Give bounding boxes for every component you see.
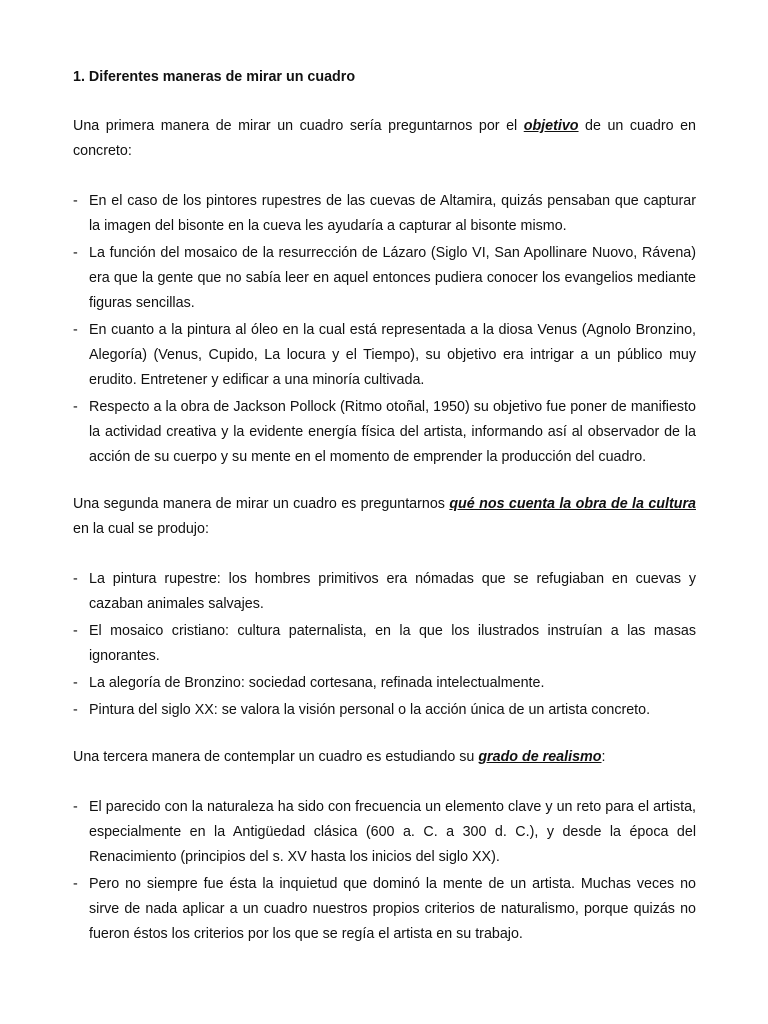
list-item (73, 189, 696, 239)
section2-intro-after: en la cual se produjo: (73, 521, 209, 537)
list-item (73, 567, 696, 617)
list-item (73, 619, 696, 669)
section1-list (73, 189, 696, 470)
list-item-text: En el caso de los pintores rupestres de las cuevas de Altamira, quizás pensaban que capturar la imagen del bisonte en la cueva les ayudaría a capturar al bisonte mismo. (89, 193, 696, 234)
bullet-dash: - (73, 623, 78, 639)
bullet-dash: - (73, 193, 78, 209)
section2-intro-highlight: qué nos cuenta la obra de la cultura (449, 496, 696, 512)
list-item (73, 241, 696, 316)
bullet-dash: - (73, 245, 78, 261)
section3-list (73, 795, 696, 947)
bullet-dash: - (73, 702, 78, 718)
list-item (73, 395, 696, 470)
list-item (73, 318, 696, 393)
bullet-dash: - (73, 876, 78, 892)
section2-intro (73, 492, 696, 542)
list-item-text: Respecto a la obra de Jackson Pollock (Ritmo otoñal, 1950) su objetivo fue poner de manifiesto la actividad creativa y la evidente energía física del artista, informando así al observador de la acción de su cuerpo y su mente en el momento de emprender la producción del cuadro. (89, 399, 696, 465)
list-item-text: Pero no siempre fue ésta la inquietud que dominó la mente de un artista. Muchas veces no sirve de nada aplicar a un cuadro nuestros propios criterios de naturalismo, porque quizás no fueron éstos los criterios por los que se regía el artista en su trabajo. (89, 876, 696, 942)
list-item-text: La alegoría de Bronzino: sociedad cortesana, refinada intelectualmente. (89, 675, 545, 691)
list-item (73, 872, 696, 947)
bullet-dash: - (73, 322, 78, 338)
section1-intro-before: Una primera manera de mirar un cuadro sería preguntarnos por el (73, 118, 524, 134)
list-item (73, 795, 696, 870)
list-item-text: Pintura del siglo XX: se valora la visión personal o la acción única de un artista concreto. (89, 702, 651, 718)
section1-intro (73, 114, 696, 164)
list-item-text: La función del mosaico de la resurrección de Lázaro (Siglo VI, San Apollinare Nuovo, Rávena) era que la gente que no sabía leer en aquel entonces pudiera conocer los evangelios mediante figuras sencillas. (89, 245, 696, 311)
section1-intro-highlight: objetivo (523, 118, 579, 134)
bullet-dash: - (73, 571, 78, 587)
bullet-dash: - (73, 675, 78, 691)
section2-list (73, 567, 696, 723)
list-item-text: El parecido con la naturaleza ha sido con frecuencia un elemento clave y un reto para el artista, especialmente en la Antigüedad clásica (600 a. C. a 300 d. C.), y desde la época del Renacimiento (principios del s. XV hasta los inicios del siglo XX). (89, 799, 696, 865)
bullet-dash: - (73, 399, 78, 415)
list-item-text: La pintura rupestre: los hombres primitivos era nómadas que se refugiaban en cuevas y cazaban animales salvajes. (89, 571, 696, 612)
section3-intro (73, 745, 696, 770)
list-item-text: El mosaico cristiano: cultura paternalista, en la que los ilustrados instruían a las masas ignorantes. (89, 623, 696, 664)
list-item (73, 698, 696, 723)
section3-intro-highlight: grado de realismo (478, 749, 602, 765)
section2-intro-before: Una segunda manera de mirar un cuadro es preguntarnos (73, 496, 450, 512)
section3-intro-before: Una tercera manera de contemplar un cuadro es estudiando su (73, 749, 479, 765)
list-item-text: En cuanto a la pintura al óleo en la cual está representada a la diosa Venus (Agnolo Bronzino, Alegoría) (Venus, Cupido, La locura y el Tiempo), su objetivo era intrigar a un público muy erudito. Entretener y edificar a una minoría cultivada. (89, 322, 696, 388)
list-item (73, 671, 696, 696)
section1-intro-after: de un cuadro en concreto: (73, 118, 697, 159)
page-title: 1. Diferentes maneras de mirar un cuadro (73, 69, 356, 85)
bullet-dash: - (73, 799, 78, 815)
section3-intro-after: : (601, 749, 606, 765)
